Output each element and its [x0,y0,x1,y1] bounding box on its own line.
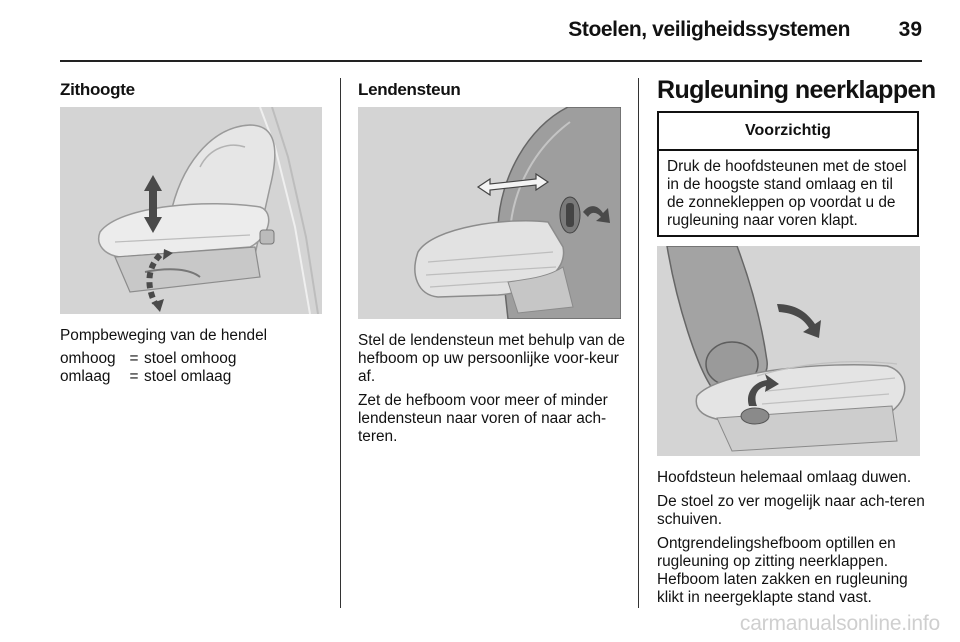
seat-height-caption: Pompbeweging van de hendel [60,327,268,344]
column-divider-left [340,78,341,608]
table-row [60,350,236,368]
section-heading-zithoogte: Zithoogte [60,80,135,99]
seat-height-illustration [60,107,322,314]
seat-height-drawing [60,107,322,314]
table-row [60,368,236,386]
paragraph: Zet de hefboom voor meer of minder lendensteun naar voren of naar ach-teren. [358,392,608,445]
definition-term: omlaag [60,368,111,385]
definition-value: stoel omhoog [144,350,237,367]
section-heading-rugleuning: Rugleuning neerklappen [657,76,936,104]
seatback-fold-illustration [657,246,920,456]
page-header-title: Stoelen, veiligheidssystemen [568,18,850,41]
seatback-fold-text [657,469,927,613]
definition-term: omhoog [60,350,116,367]
paragraph: Hoofdsteun helemaal omlaag duwen. [657,469,912,486]
seatback-fold-drawing [657,246,920,456]
lever-definition-table [60,350,236,386]
lumbar-support-drawing [358,107,621,319]
page-number: 39 [898,18,922,41]
caution-text: Druk de hoofdsteunen met de stoel in de hoogste stand omlaag en til de zonnekleppen op voordat u de rugleuning naar voren klapt. [667,158,907,229]
caution-box [657,111,919,237]
lumbar-support-illustration [358,107,621,319]
definition-value: stoel omlaag [144,368,232,385]
paragraph: Stel de lendensteun met behulp van de hefboom op uw persoonlijke voor-keur af. [358,332,625,385]
watermark: carmanualsonline.info [739,612,940,635]
paragraph: De stoel zo ver mogelijk naar ach-teren schuiven. [657,493,925,528]
lumbar-support-text [358,332,630,452]
definition-equals: = [129,350,139,367]
column-divider-right [638,78,639,608]
definition-equals: = [129,368,139,385]
header-divider [60,60,922,62]
section-heading-lendensteun: Lendensteun [358,80,461,99]
caution-title: Voorzichtig [659,113,917,151]
paragraph: Ontgrendelingshefboom optillen en rugleuning op zitting neerklappen. Hefboom laten zakken en rugleuning klikt in neergeklapte stand vast. [657,535,908,606]
